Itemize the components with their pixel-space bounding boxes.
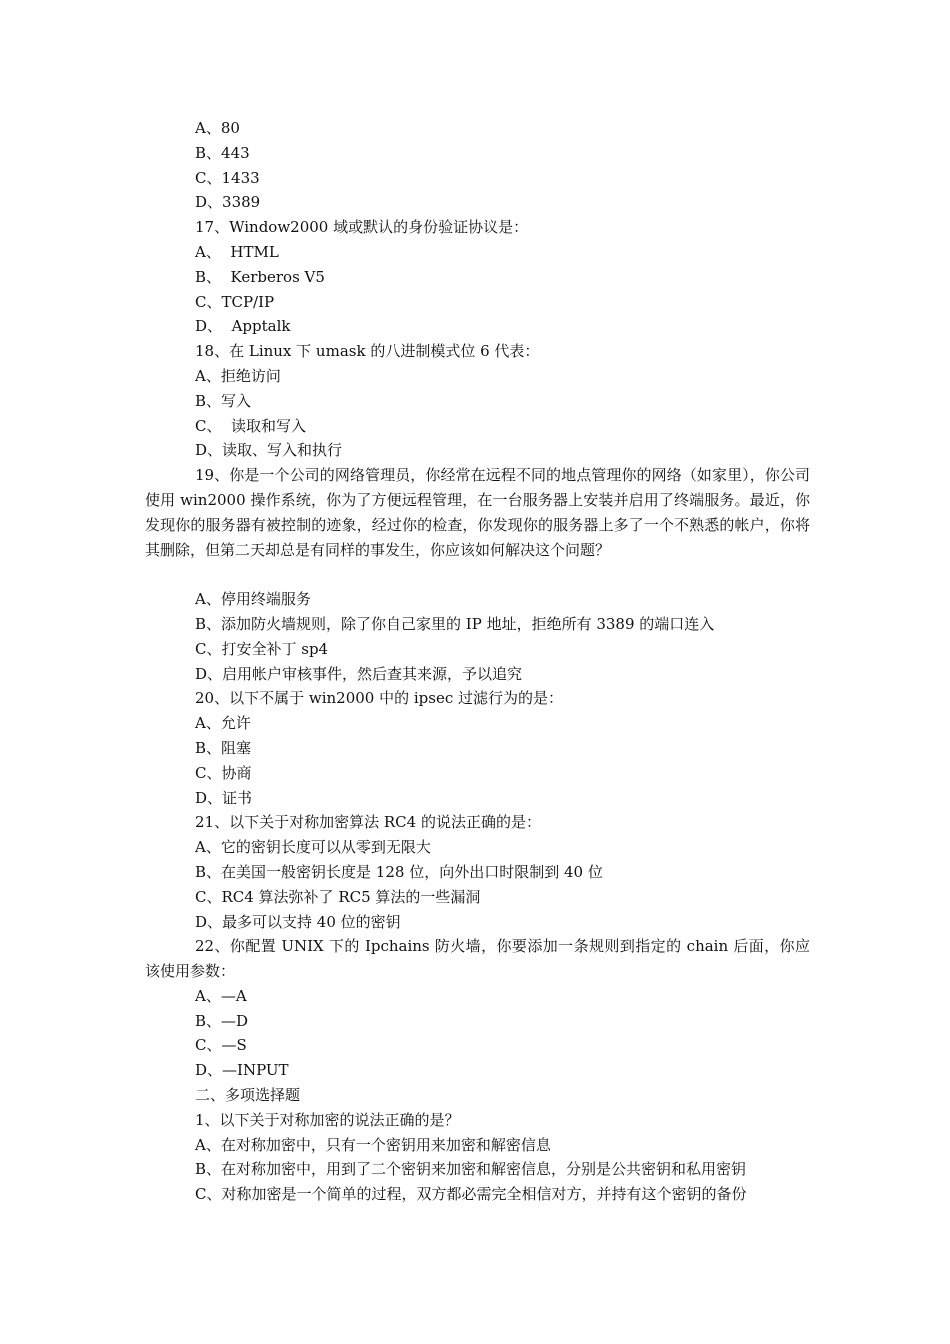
q19-option-c: C、打安全补丁 sp4 <box>195 639 329 658</box>
q22-option-a: A、—A <box>195 986 247 1005</box>
q18-option-b: B、写入 <box>195 391 252 410</box>
q21-option-b: B、在美国一般密钥长度是 128 位，向外出口时限制到 40 位 <box>195 862 603 881</box>
q22-option-d: D、—INPUT <box>195 1061 289 1080</box>
q21-option-a: A、它的密钥长度可以从零到无限大 <box>195 838 431 857</box>
document-body <box>145 116 810 1207</box>
q22-option-b: B、—D <box>195 1011 249 1030</box>
q17-option-b: B、 Kerberos V5 <box>195 267 325 286</box>
q22-question: 22、你配置 UNIX 下的 Ipchains 防火墙，你要添加一条规则到指定的 chain 后面，你应该使用参数： <box>145 937 810 981</box>
spacer <box>145 562 810 587</box>
q21-option-d: D、最多可以支持 40 位的密钥 <box>195 912 401 931</box>
q22-option-c: C、—S <box>195 1036 247 1055</box>
q17-option-a: A、 HTML <box>195 242 279 261</box>
s2-q1-option-b: B、在对称加密中，用到了二个密钥来加密和解密信息，分别是公共密钥和私用密钥 <box>195 1160 747 1179</box>
q20-option-c: C、协商 <box>195 763 252 782</box>
q16-option-c: C、1433 <box>195 168 260 187</box>
q18-question: 18、在 Linux 下 umask 的八进制模式位 6 代表： <box>195 342 540 361</box>
q16-option-a: A、80 <box>195 119 240 137</box>
q16-option-b: B、443 <box>195 143 250 162</box>
q19-option-d: D、启用帐户审核事件，然后查其来源，予以追究 <box>195 664 523 683</box>
s2-q1-question: 1、以下关于对称加密的说法正确的是？ <box>195 1110 460 1129</box>
q20-question: 20、以下不属于 win2000 中的 ipsec 过滤行为的是： <box>195 689 564 708</box>
q17-option-d: D、 Apptalk <box>195 317 291 336</box>
q17-question: 17、Window2000 域或默认的身份验证协议是： <box>195 218 529 237</box>
q21-option-c: C、RC4 算法弥补了 RC5 算法的一些漏洞 <box>195 887 481 906</box>
q19-option-b: B、添加防火墙规则，除了你自己家里的 IP 地址，拒绝所有 3389 的端口连入 <box>195 614 715 633</box>
q16-option-d: D、3389 <box>195 193 261 212</box>
q18-option-a: A、拒绝访问 <box>195 366 281 385</box>
section-heading: 二、多项选择题 <box>195 1086 301 1105</box>
q20-option-a: A、允许 <box>195 714 251 733</box>
q21-question: 21、以下关于对称加密算法 RC4 的说法正确的是： <box>195 813 541 832</box>
q17-option-c: C、TCP/IP <box>195 292 275 311</box>
q18-option-d: D、读取、写入和执行 <box>195 441 343 460</box>
q20-option-d: D、证书 <box>195 788 253 807</box>
q18-option-c: C、 读取和写入 <box>195 416 307 435</box>
q19-option-a: A、停用终端服务 <box>195 590 311 609</box>
q20-option-b: B、阻塞 <box>195 738 252 757</box>
q19-question: 19、你是一个公司的网络管理员，你经常在远程不同的地点管理你的网络（如家里），你公司使用 win2000 操作系统，你为了方便远程管理，在一台服务器上安装并启用了终端服务。最近，你发现你的服务器有被控制的迹象，经过你的检查，你发现你的服务器上多了一个不熟悉的帐户，你将其删除，但第二天却总是有同样的事发生，你应该如何解决这个问题？ <box>145 466 810 559</box>
s2-q1-option-c: C、对称加密是一个简单的过程，双方都必需完全相信对方，并持有这个密钥的备份 <box>195 1185 747 1204</box>
s2-q1-option-a: A、在对称加密中，只有一个密钥用来加密和解密信息 <box>195 1135 551 1154</box>
